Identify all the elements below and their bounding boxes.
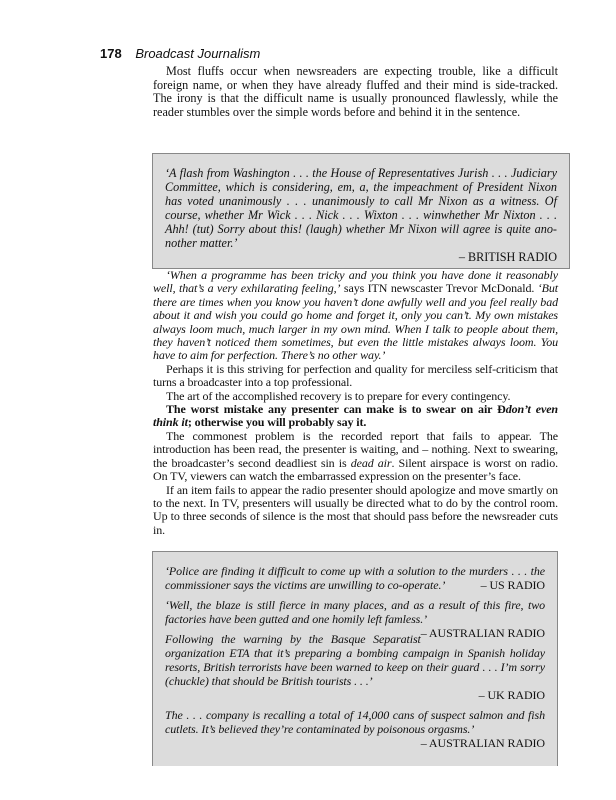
quote-text: ‘A flash from Washington . . . the House of Representatives Jurish . . . Judiciary Committee, which is considering, em, a, the impeachment of President Nixon has voted unanimously . . . unanimously to call Mr Nixon as a witness. Of course, whether Mr Wick . . . Nick . . . Wixton . . . winwhether Mr Nixton . . . Ahh! (tut) Sorry about this! (laugh) whether Mr Nixon will agree is quite ano-nother matter.’ [165,166,557,250]
quote-text: The . . . company is recalling a total of 14,000 cans of suspect salmon and fish cutlets. It’s believed they’re contaminated by poisonous orgasms.’ [165,708,545,737]
text-part: . Silent airspace is worst on radio. On TV, viewers can watch the embarrassed expression on the presenter’s face. [153,455,558,484]
body-section [153,269,558,766]
quote-text: ‘Police are finding it difficult to come up with a solution to the murders . . . the commissioner says the victims are unwilling to co-operate.’ – US RADIO [165,564,545,593]
intro-section [153,65,558,119]
paragraph: If an item fails to appear the radio presenter should apologize and move smartly on to the next. In TV, presenters will usually be directed what to do by the control room. Up to three seconds of silence is the most that should pass before the newsreader cuts in. [153,482,558,537]
quote-text: Following the warning by the Basque Separatist organization ETA that it’s preparing a bombing campaign in Spanish holiday resorts, British terrorists have been warned to keep on their guard . . . I’m sorry (chuckle) that should be British tourists . . .’ [165,632,545,689]
quote-part: ‘When a programme has been tricky and you think you have done it reasonably well, that’s a very exhilarating feeling,’ [153,268,558,296]
text-part: The commonest problem is the recorded report that fails to appear. The introduction has been read, the presenter is waiting, and – nothing. Next to swearing, the broadcaster’s second deadliest sin is [153,428,558,470]
quote-source: – US RADIO [480,578,545,593]
paragraph: Perhaps it is this striving for perfection and quality for merciless self-criticism that turns a broadcaster into a top professional. [153,361,558,390]
blooper-item [165,564,545,592]
paragraph: The art of the accomplished recovery is to prepare for every contingency. [166,388,511,403]
book-title: Broadcast Journalism [135,46,261,61]
quote-source: – AUSTRALIAN RADIO [420,736,545,751]
quote-box-bloopers [152,551,558,766]
text-part: dead air [350,455,392,470]
paragraph: Most fluffs occur when newsreaders are expecting trouble, like a difficult foreign name, or when they have already fluffed and their mind is side-tracked. The irony is that the difficult name is usually pronounced flawlessly, while the reader stumbles over the simple words before and behind it in the sentence. [153,64,558,119]
quote-text: ‘Well, the blaze is still fierce in many places, and as a result of this fire, two factories have been gutted and one homily left famless.’ – AUSTRALIAN RADIO [165,598,545,641]
blooper-item [165,598,545,641]
bold-tip [153,403,558,430]
quote-part: ‘But there are times when you know you haven’t done awfully well and you feel really bad about it and wish you could go home and forget it, only you can’t. My own mistakes always loom much, much larger in my own mind. When I talk to people about them, they haven’t noticed them sometimes, but even the little mistakes always loom. You have to aim for perfection. There’s no other way.’ [153,281,558,363]
blooper-item [165,632,545,702]
running-header [100,46,260,61]
blooper-item [165,708,545,750]
attribution: says ITN newscaster Trevor McDonald. [340,281,538,296]
mcdonald-quote [153,269,558,363]
quote-source: – AUSTRALIAN RADIO [420,626,545,641]
paragraph [153,430,558,484]
page-number: 178 [100,46,122,61]
quote-box-british [152,153,570,269]
quote-source: – UK RADIO [478,688,545,703]
tip-part: don’t even think it [153,402,558,430]
tip-part: The worst mistake any presenter can make is to swear on air Ð [166,402,506,417]
tip-part: ; otherwise you will probably say it. [187,415,367,430]
quote-source: – BRITISH RADIO [458,250,557,264]
